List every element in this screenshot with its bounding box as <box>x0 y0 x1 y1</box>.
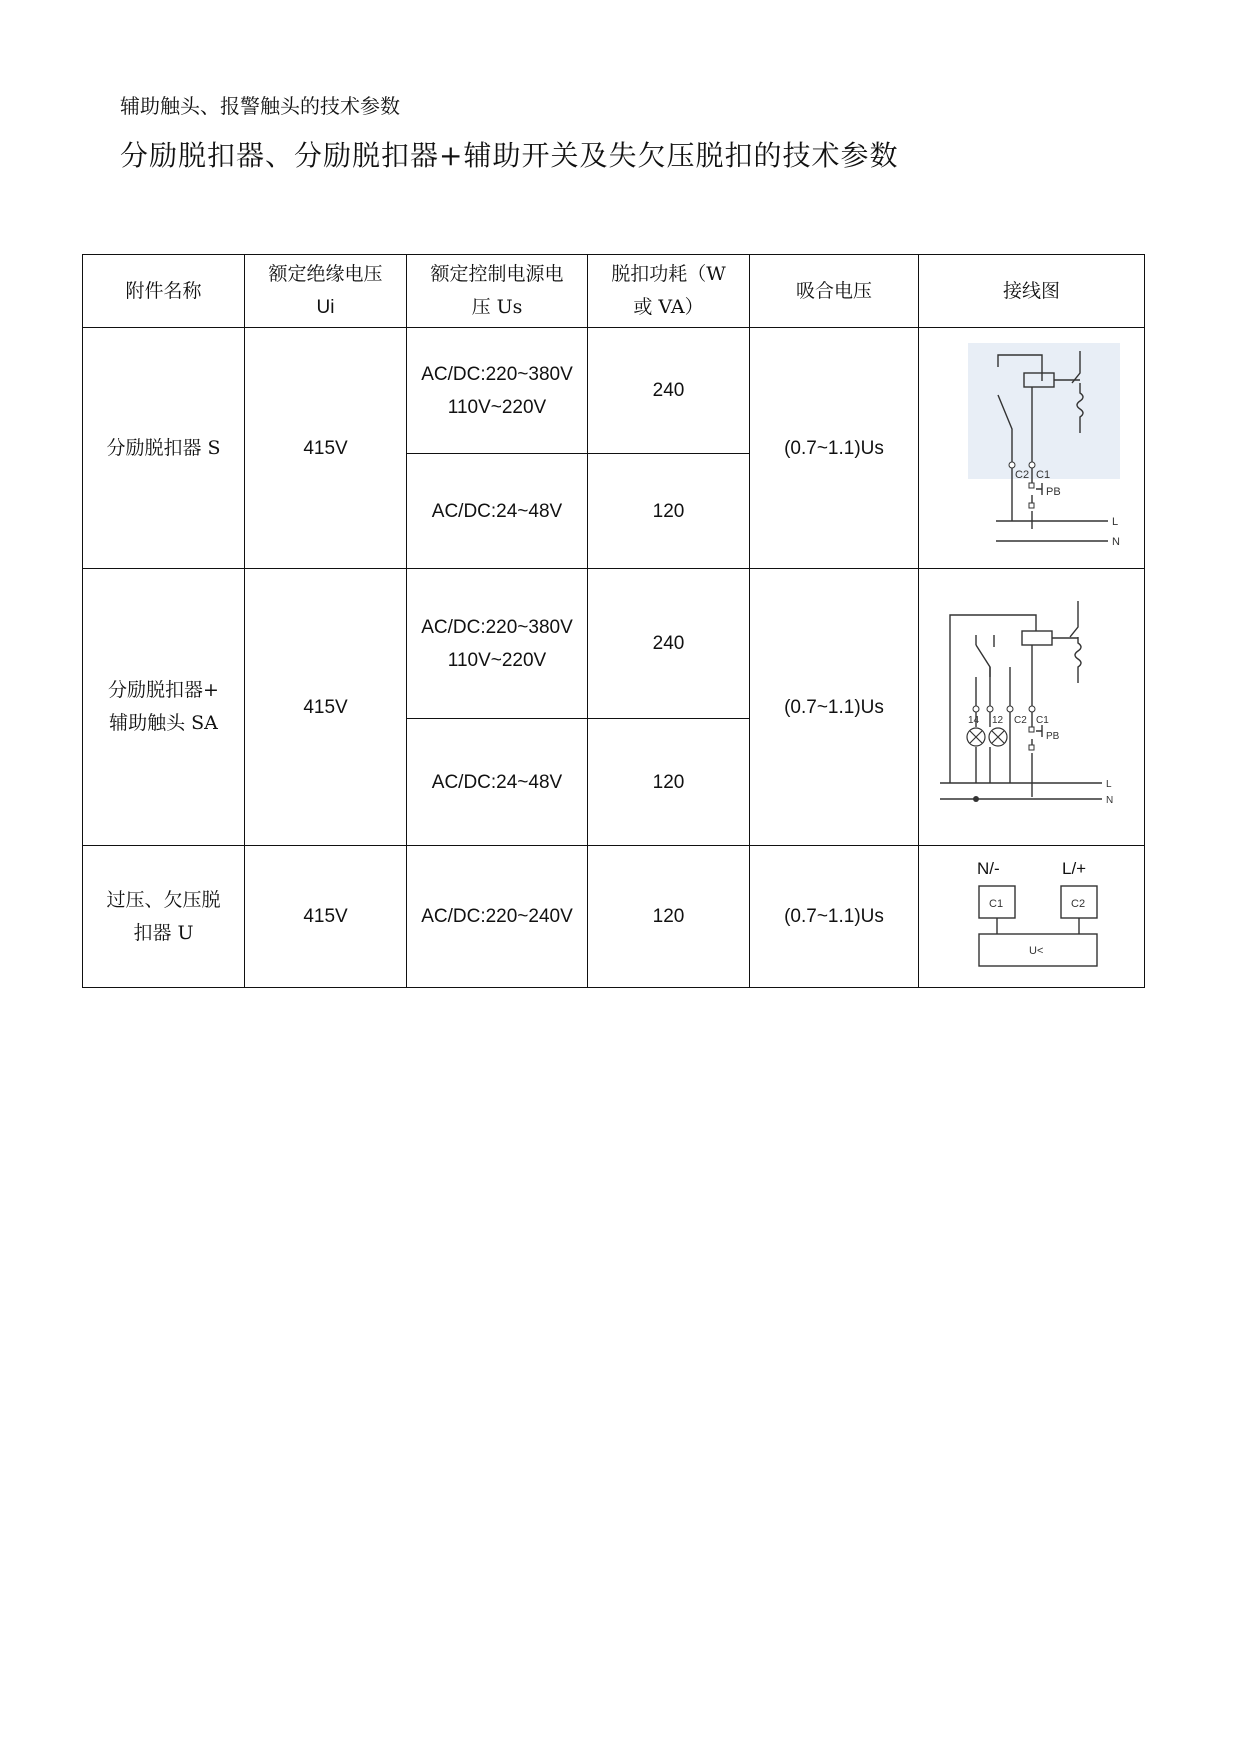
label-pb: PB <box>1045 731 1059 742</box>
pb-contact-bottom <box>1029 503 1034 508</box>
row1-ui: 415V <box>245 328 407 569</box>
row2-us-a-line2: 110V~220V <box>447 649 547 671</box>
row1-us-a-line1: AC/DC:220~380V <box>421 363 573 385</box>
label-c1: C1 <box>1035 715 1049 726</box>
row3-wiring-diagram <box>919 846 1145 988</box>
terminal-c2 <box>1007 706 1013 712</box>
label-14: 14 <box>967 715 979 726</box>
header-power <box>588 255 750 328</box>
row1-wiring-diagram <box>919 328 1145 569</box>
row2-name <box>83 569 245 846</box>
row2-pickup: (0.7~1.1)Us <box>750 569 919 846</box>
header-power-line1: 脱扣功耗（W <box>611 263 726 285</box>
header-power-line2: 或 VA） <box>633 296 704 318</box>
row3-name-line1: 过压、欠压脱 <box>106 888 221 911</box>
row3-power: 120 <box>588 846 750 988</box>
terminal-leads <box>997 918 1079 934</box>
header-us <box>407 255 588 328</box>
row1-power-a: 240 <box>588 328 750 454</box>
table-row <box>83 846 1145 988</box>
row2-us-a-line1: AC/DC:220~380V <box>421 616 573 638</box>
junction-dot <box>973 796 979 802</box>
label-u: U< <box>1028 945 1043 957</box>
label-c2: C2 <box>1070 898 1085 910</box>
header-pickup: 吸合电压 <box>750 255 919 328</box>
header-us-line1: 额定控制电源电 <box>430 263 564 285</box>
row1-name: 分励脱扣器 S <box>83 328 245 569</box>
pb-contact-top <box>1029 483 1034 488</box>
header-ui-line1: 额定绝缘电压 <box>268 263 383 285</box>
row2-wiring-diagram <box>919 569 1145 846</box>
row1-pickup: (0.7~1.1)Us <box>750 328 919 569</box>
pb-contact-bottom <box>1029 745 1034 750</box>
row3-pickup: (0.7~1.1)Us <box>750 846 919 988</box>
row2-ui: 415V <box>245 569 407 846</box>
terminal-12 <box>987 706 993 712</box>
label-l-plus: L/+ <box>1061 859 1086 878</box>
row1-us-b: AC/DC:24~48V <box>407 454 588 569</box>
shunt-trip-aux-diagram <box>932 587 1132 827</box>
terminal-c2 <box>1009 462 1015 468</box>
label-c1: C1 <box>1035 469 1050 481</box>
header-ui-line2: Ui <box>316 297 335 318</box>
row2-name-line2: 辅助触头 SA <box>109 712 218 734</box>
row3-ui: 415V <box>245 846 407 988</box>
terminal-c1 <box>1029 706 1035 712</box>
terminal-c1 <box>1029 462 1035 468</box>
row2-us-b: AC/DC:24~48V <box>407 719 588 846</box>
header-ui <box>245 255 407 328</box>
table-row <box>83 569 1145 719</box>
row3-name-line2: 扣器 U <box>133 921 194 944</box>
indicator-lamps <box>967 728 1007 746</box>
row3-us: AC/DC:220~240V <box>407 846 588 988</box>
diagram-shaded-area <box>968 343 1120 479</box>
row2-power-b: 120 <box>588 719 750 846</box>
row1-power-b: 120 <box>588 454 750 569</box>
row1-us-a <box>407 328 588 454</box>
label-c2: C2 <box>1014 469 1029 481</box>
label-c2: C2 <box>1013 715 1027 726</box>
section-subheading: 辅助触头、报警触头的技术参数 <box>120 94 400 118</box>
pb-contact-top <box>1029 727 1034 732</box>
spec-table <box>82 254 1145 988</box>
label-l: L <box>1105 779 1112 790</box>
table-row <box>83 328 1145 454</box>
label-n: N <box>1111 536 1120 548</box>
label-c1: C1 <box>988 898 1003 910</box>
section-heading: 分励脱扣器、分励脱扣器+辅助开关及失欠压脱扣的技术参数 <box>120 139 899 172</box>
row2-us-a <box>407 569 588 719</box>
label-l: L <box>1111 516 1118 528</box>
header-name: 附件名称 <box>83 255 245 328</box>
row2-power-a: 240 <box>588 569 750 719</box>
diagram-wiring <box>940 601 1102 799</box>
terminal-14 <box>973 706 979 712</box>
shunt-trip-diagram <box>932 333 1132 563</box>
row1-us-a-line2: 110V~220V <box>447 396 547 418</box>
label-n-minus: N/- <box>976 859 1000 878</box>
header-wiring: 接线图 <box>919 255 1145 328</box>
row2-name-line1: 分励脱扣器+ <box>108 679 219 701</box>
row3-name <box>83 846 245 988</box>
header-us-line2: 压 Us <box>471 296 523 318</box>
table-header-row <box>83 255 1145 328</box>
label-12: 12 <box>991 715 1003 726</box>
undervoltage-diagram <box>957 854 1107 979</box>
label-n: N <box>1105 795 1113 806</box>
label-pb: PB <box>1045 486 1061 498</box>
